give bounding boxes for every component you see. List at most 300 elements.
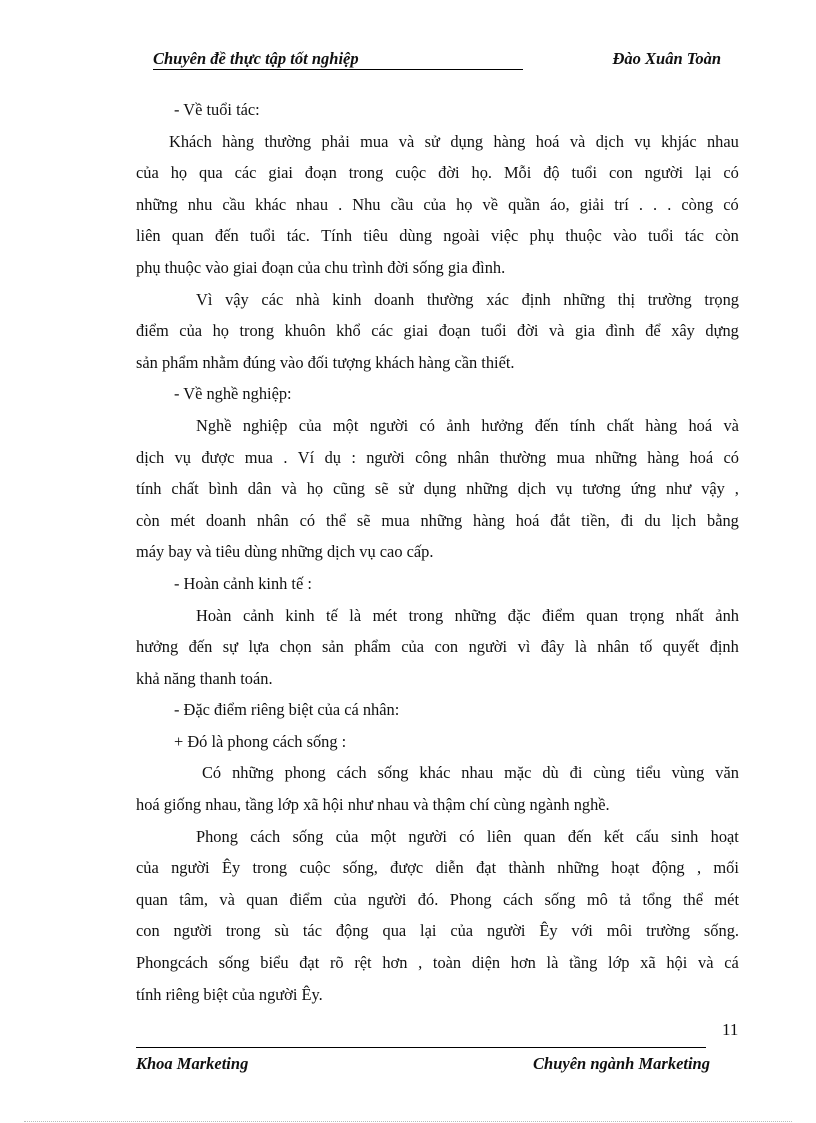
- word: người: [468, 637, 508, 657]
- word: Hoàn: [196, 605, 232, 625]
- word: là: [574, 637, 587, 657]
- word: liên: [136, 226, 161, 246]
- word: lịch: [671, 510, 697, 530]
- word: tiểu: [636, 763, 661, 783]
- word: trí: [614, 194, 629, 214]
- word: phong: [284, 763, 326, 783]
- word: được: [201, 447, 235, 467]
- word: đi: [620, 510, 634, 530]
- word: sản: [322, 637, 344, 657]
- word: trong: [252, 858, 288, 878]
- word: tầng: [569, 953, 598, 973]
- footer-rule: [136, 1047, 706, 1048]
- word: nhau: [296, 194, 329, 214]
- word: tác: [684, 226, 704, 246]
- word: những: [454, 605, 497, 625]
- word: vụ: [174, 447, 191, 467]
- text-line: [136, 473, 739, 505]
- word: hoá: [689, 447, 714, 467]
- text-line: [136, 663, 739, 695]
- word: những: [563, 289, 606, 309]
- word: mét: [372, 605, 398, 625]
- line-text: - Hoàn cảnh kinh tế :: [174, 573, 312, 593]
- word: đoạn: [438, 321, 471, 341]
- word: đoạn: [304, 163, 337, 183]
- word: tuổi: [648, 226, 674, 246]
- word: dùng: [399, 226, 433, 246]
- word: của: [298, 415, 322, 435]
- word: cùng: [593, 763, 626, 783]
- word: ,: [696, 858, 702, 878]
- text-line: [136, 505, 739, 537]
- word: ứng: [630, 479, 657, 499]
- word: của: [136, 858, 159, 878]
- text-line: [136, 220, 739, 252]
- word: chọn: [279, 637, 312, 657]
- word: về: [482, 194, 499, 214]
- word: tương: [582, 479, 621, 499]
- line-text: sản phẩm nhằm đúng vào đối tượng khách hàng cần thiết.: [136, 352, 515, 372]
- word: tác: [302, 921, 322, 941]
- text-line: [136, 410, 739, 442]
- text-line: [136, 694, 739, 726]
- text-line: [136, 157, 739, 189]
- word: sống.: [703, 921, 739, 941]
- word: khác: [255, 194, 287, 214]
- word: tuổi: [481, 321, 507, 341]
- word: đắt: [550, 510, 571, 530]
- word: bằng: [707, 510, 739, 530]
- word: có: [299, 510, 316, 530]
- word: thường: [264, 131, 312, 151]
- word: họ.: [471, 163, 493, 183]
- word: dịch: [595, 131, 624, 151]
- word: phẩm: [354, 637, 391, 657]
- word: người: [171, 858, 210, 878]
- word: và: [569, 131, 586, 151]
- word: quyết: [662, 637, 700, 657]
- word: trong: [239, 321, 275, 341]
- word: nhân: [457, 447, 490, 467]
- word: .: [283, 447, 288, 467]
- word: mua: [244, 447, 273, 467]
- word: phải: [321, 131, 350, 151]
- word: các: [261, 289, 284, 309]
- word: kết: [603, 826, 624, 846]
- word: diễn: [435, 858, 464, 878]
- word: người: [644, 163, 684, 183]
- word: nghiệp: [242, 415, 288, 435]
- word: cảnh: [242, 605, 274, 625]
- word: động: [335, 921, 369, 941]
- text-line: [136, 757, 739, 789]
- word: có: [459, 826, 475, 846]
- word: nhà: [295, 289, 320, 309]
- word: trọng: [629, 605, 665, 625]
- word: mua: [360, 131, 389, 151]
- word: rệt: [354, 953, 372, 973]
- word: hoạt: [710, 826, 739, 846]
- text-line: [136, 536, 739, 568]
- word: sẽ: [374, 479, 389, 499]
- text-line: [136, 126, 739, 158]
- word: cấu: [636, 826, 659, 846]
- text-line: [136, 347, 739, 379]
- text-line: [136, 852, 739, 884]
- word: áo,: [550, 194, 570, 214]
- word: vào: [613, 226, 637, 246]
- word: hưởng: [481, 415, 524, 435]
- line-text: máy bay và tiêu dùng những dịch vụ cao cấp.: [136, 542, 434, 562]
- word: Tính: [321, 226, 353, 246]
- line-text: - Đặc điểm riêng biệt của cá nhân:: [174, 700, 400, 720]
- text-line: [136, 631, 739, 663]
- word: nhu: [187, 194, 213, 214]
- word: người: [408, 826, 447, 846]
- word: quần: [508, 194, 540, 214]
- word: nhau: [461, 763, 494, 783]
- text-line: [136, 979, 739, 1011]
- word: gia: [574, 321, 596, 341]
- word: mối: [713, 858, 739, 878]
- word: tế: [325, 605, 338, 625]
- word: quan: [586, 605, 619, 625]
- word: kinh: [332, 289, 362, 309]
- word: định: [709, 637, 739, 657]
- word: họ: [306, 479, 324, 499]
- text-line: [136, 315, 739, 347]
- word: thường: [426, 289, 474, 309]
- word: họ: [456, 194, 473, 214]
- word: con: [434, 637, 459, 657]
- word: thể: [325, 510, 346, 530]
- word: người: [366, 447, 405, 467]
- word: Mỗi: [503, 163, 532, 183]
- word: của: [333, 889, 357, 909]
- text-line: [136, 442, 739, 474]
- word: toàn: [432, 953, 462, 973]
- word: những: [595, 447, 637, 467]
- word: hàng: [493, 131, 526, 151]
- word: hơn: [510, 953, 536, 973]
- word: điểm: [136, 321, 169, 341]
- text-line: [136, 252, 739, 284]
- word: nhân: [597, 637, 630, 657]
- word: sự: [222, 637, 239, 657]
- word: con: [136, 921, 160, 941]
- word: đến: [188, 637, 213, 657]
- word: đi: [569, 763, 583, 783]
- word: và: [219, 889, 235, 909]
- word: đời: [517, 321, 539, 341]
- word: hoạt: [611, 858, 640, 878]
- word: dù: [542, 763, 559, 783]
- word: hoá: [688, 415, 713, 435]
- word: giải: [579, 194, 605, 214]
- word: khổ: [336, 321, 361, 341]
- word: và: [548, 321, 565, 341]
- word: việc: [490, 226, 519, 246]
- text-line: [136, 600, 739, 632]
- word: ngoài: [443, 226, 480, 246]
- word: và: [281, 479, 297, 499]
- word: quan: [136, 889, 168, 909]
- word: của: [401, 637, 424, 657]
- word: sù: [274, 921, 289, 941]
- word: sống: [544, 889, 576, 909]
- word: nhất: [675, 605, 704, 625]
- word: vậy: [701, 479, 725, 499]
- word: thường: [499, 447, 547, 467]
- word: của: [179, 321, 203, 341]
- word: xác: [486, 289, 509, 309]
- word: tả: [619, 889, 632, 909]
- word: được: [390, 858, 424, 878]
- word: lại: [420, 921, 437, 941]
- word: cách: [503, 889, 534, 909]
- page-edge: [24, 1121, 792, 1122]
- word: vụ: [634, 131, 651, 151]
- word: Êy: [221, 858, 241, 878]
- word: là: [546, 953, 559, 973]
- word: hưởng: [136, 637, 179, 657]
- text-line: [136, 947, 739, 979]
- word: có: [723, 447, 739, 467]
- footer-faculty: Khoa Marketing: [136, 1054, 249, 1073]
- word: doanh: [374, 289, 415, 309]
- word: đến: [214, 226, 239, 246]
- word: mô: [586, 889, 608, 909]
- word: kinh: [285, 605, 315, 625]
- word: và: [398, 131, 415, 151]
- word: chất: [171, 479, 199, 499]
- word: :: [351, 447, 356, 467]
- word: các: [371, 321, 394, 341]
- text-line: [136, 378, 739, 410]
- word: nhau: [706, 131, 739, 151]
- word: một: [370, 826, 397, 846]
- header-author: Đào Xuân Toàn: [612, 49, 721, 68]
- word: trọng: [704, 289, 739, 309]
- word: nhân: [256, 510, 289, 530]
- word: còn: [136, 510, 160, 530]
- word: cá: [724, 953, 739, 973]
- word: cuộc: [395, 163, 427, 183]
- word: rõ: [329, 953, 344, 973]
- word: đó.: [417, 889, 439, 909]
- word: Nhu: [352, 194, 381, 214]
- word: giai: [403, 321, 429, 341]
- word: hội: [666, 953, 688, 973]
- word: đặc: [507, 605, 531, 625]
- word: đạt: [299, 953, 320, 973]
- word: sinh: [671, 826, 699, 846]
- word: ảnh: [715, 605, 739, 625]
- word: khjác: [661, 131, 697, 151]
- word: hoá: [515, 510, 540, 530]
- word: của: [423, 194, 447, 214]
- word: quan: [171, 226, 204, 246]
- word: người: [367, 889, 407, 909]
- word: xã: [640, 953, 656, 973]
- word: những: [466, 479, 508, 499]
- word: như: [665, 479, 692, 499]
- word: quan: [523, 826, 556, 846]
- word: của: [335, 826, 359, 846]
- word: du: [644, 510, 661, 530]
- word: lớp: [608, 953, 630, 973]
- word: độ: [543, 163, 560, 183]
- word: còn: [715, 226, 739, 246]
- word: văn: [715, 763, 739, 783]
- word: hàng: [473, 510, 505, 530]
- word: tính: [569, 415, 596, 435]
- word: ảnh: [446, 415, 471, 435]
- word: Phong: [449, 889, 492, 909]
- word: mặc: [504, 763, 532, 783]
- word: bình: [208, 479, 238, 499]
- word: dựng: [705, 321, 739, 341]
- word: thể: [682, 889, 704, 909]
- word: quan: [246, 889, 279, 909]
- word: sử: [398, 479, 414, 499]
- word: sẽ: [356, 510, 371, 530]
- word: Có: [202, 763, 222, 783]
- word: dụng: [423, 479, 457, 499]
- word: tiêu: [363, 226, 388, 246]
- text-line: [136, 915, 739, 947]
- word: và: [698, 953, 714, 973]
- word: qua: [199, 163, 223, 183]
- header-title: Chuyên đề thực tập tốt nghiệp: [153, 49, 359, 68]
- line-text: - Về nghề nghiệp:: [174, 384, 292, 404]
- word: giai: [268, 163, 293, 183]
- word: có: [723, 163, 739, 183]
- word: Vì: [196, 289, 213, 309]
- word: Phongcách: [136, 953, 208, 973]
- word: liên: [486, 826, 512, 846]
- word: .: [667, 194, 672, 214]
- word: tính: [136, 479, 162, 499]
- word: động: [651, 858, 685, 878]
- line-text: khả năng thanh toán.: [136, 668, 273, 688]
- text-line: [136, 94, 739, 126]
- word: có: [419, 415, 436, 435]
- word: người: [369, 415, 409, 435]
- page-header: [136, 49, 723, 71]
- word: ,: [734, 479, 739, 499]
- word: tuổi: [249, 226, 276, 246]
- word: vì: [517, 637, 531, 657]
- word: mét: [714, 889, 739, 909]
- body-text: [136, 94, 739, 1010]
- word: Khách: [169, 131, 212, 151]
- line-text: phụ thuộc vào giai đoạn của chu trình đời sống gia đình.: [136, 257, 506, 277]
- text-line: [136, 726, 739, 758]
- word: điểm: [541, 605, 575, 625]
- word: dịch: [517, 479, 547, 499]
- word: .: [338, 194, 343, 214]
- word: định: [521, 289, 551, 309]
- word: của: [450, 921, 474, 941]
- word: tâm,: [179, 889, 208, 909]
- word: những: [557, 858, 599, 878]
- word: vụ: [556, 479, 573, 499]
- word: cách: [336, 763, 367, 783]
- word: đời: [438, 163, 460, 183]
- word: đến: [567, 826, 592, 846]
- word: có: [723, 194, 739, 214]
- word: phụ: [529, 226, 555, 246]
- word: dân: [247, 479, 272, 499]
- word: diện: [471, 953, 501, 973]
- word: đạt: [476, 858, 497, 878]
- word: trong: [225, 921, 261, 941]
- word: cách: [250, 826, 281, 846]
- word: .: [638, 194, 643, 214]
- line-text: + Đó là phong cách sống :: [174, 731, 347, 751]
- word: mua: [556, 447, 585, 467]
- word: họ: [170, 163, 188, 183]
- line-text: - Về tuổi tác:: [174, 100, 260, 119]
- word: vùng: [671, 763, 705, 783]
- word: công: [415, 447, 447, 467]
- word: hàng: [645, 415, 678, 435]
- word: khác: [419, 763, 451, 783]
- page-number: 11: [722, 1020, 739, 1039]
- word: tiền,: [581, 510, 610, 530]
- word: thị: [617, 289, 636, 309]
- word: người: [486, 921, 526, 941]
- line-text: hoá giống nhau, tầng lớp xã hội như nhau và thậm chí cùng ngành nghề.: [136, 795, 610, 815]
- word: môi: [606, 921, 633, 941]
- word: hàng: [647, 447, 680, 467]
- word: dụng: [450, 131, 484, 151]
- word: Ví: [297, 447, 315, 467]
- text-line: [136, 284, 739, 316]
- word: với: [571, 921, 593, 941]
- word: lại: [695, 163, 712, 183]
- word: lựa: [248, 637, 270, 657]
- word: sống: [377, 763, 409, 783]
- word: vậy: [225, 289, 249, 309]
- word: của: [136, 163, 159, 183]
- word: chất: [606, 415, 634, 435]
- word: sống,: [342, 858, 378, 878]
- word: cầu: [390, 194, 414, 214]
- word: xây: [671, 321, 695, 341]
- word: một: [332, 415, 359, 435]
- word: cầu: [222, 194, 246, 214]
- word: Nghề: [196, 415, 232, 435]
- word: qua: [382, 921, 407, 941]
- word: điểm: [289, 889, 323, 909]
- text-line: [136, 189, 739, 221]
- word: dụ: [324, 447, 341, 467]
- word: dịch: [136, 447, 165, 467]
- word: khuôn: [284, 321, 326, 341]
- word: .: [653, 194, 658, 214]
- word: còng: [681, 194, 714, 214]
- word: sử: [424, 131, 440, 151]
- word: những: [136, 194, 178, 214]
- word: sống: [292, 826, 324, 846]
- word: tổng: [642, 889, 672, 909]
- word: hoá: [535, 131, 560, 151]
- text-line: [136, 821, 739, 853]
- word: trường: [647, 289, 692, 309]
- word: để: [645, 321, 661, 341]
